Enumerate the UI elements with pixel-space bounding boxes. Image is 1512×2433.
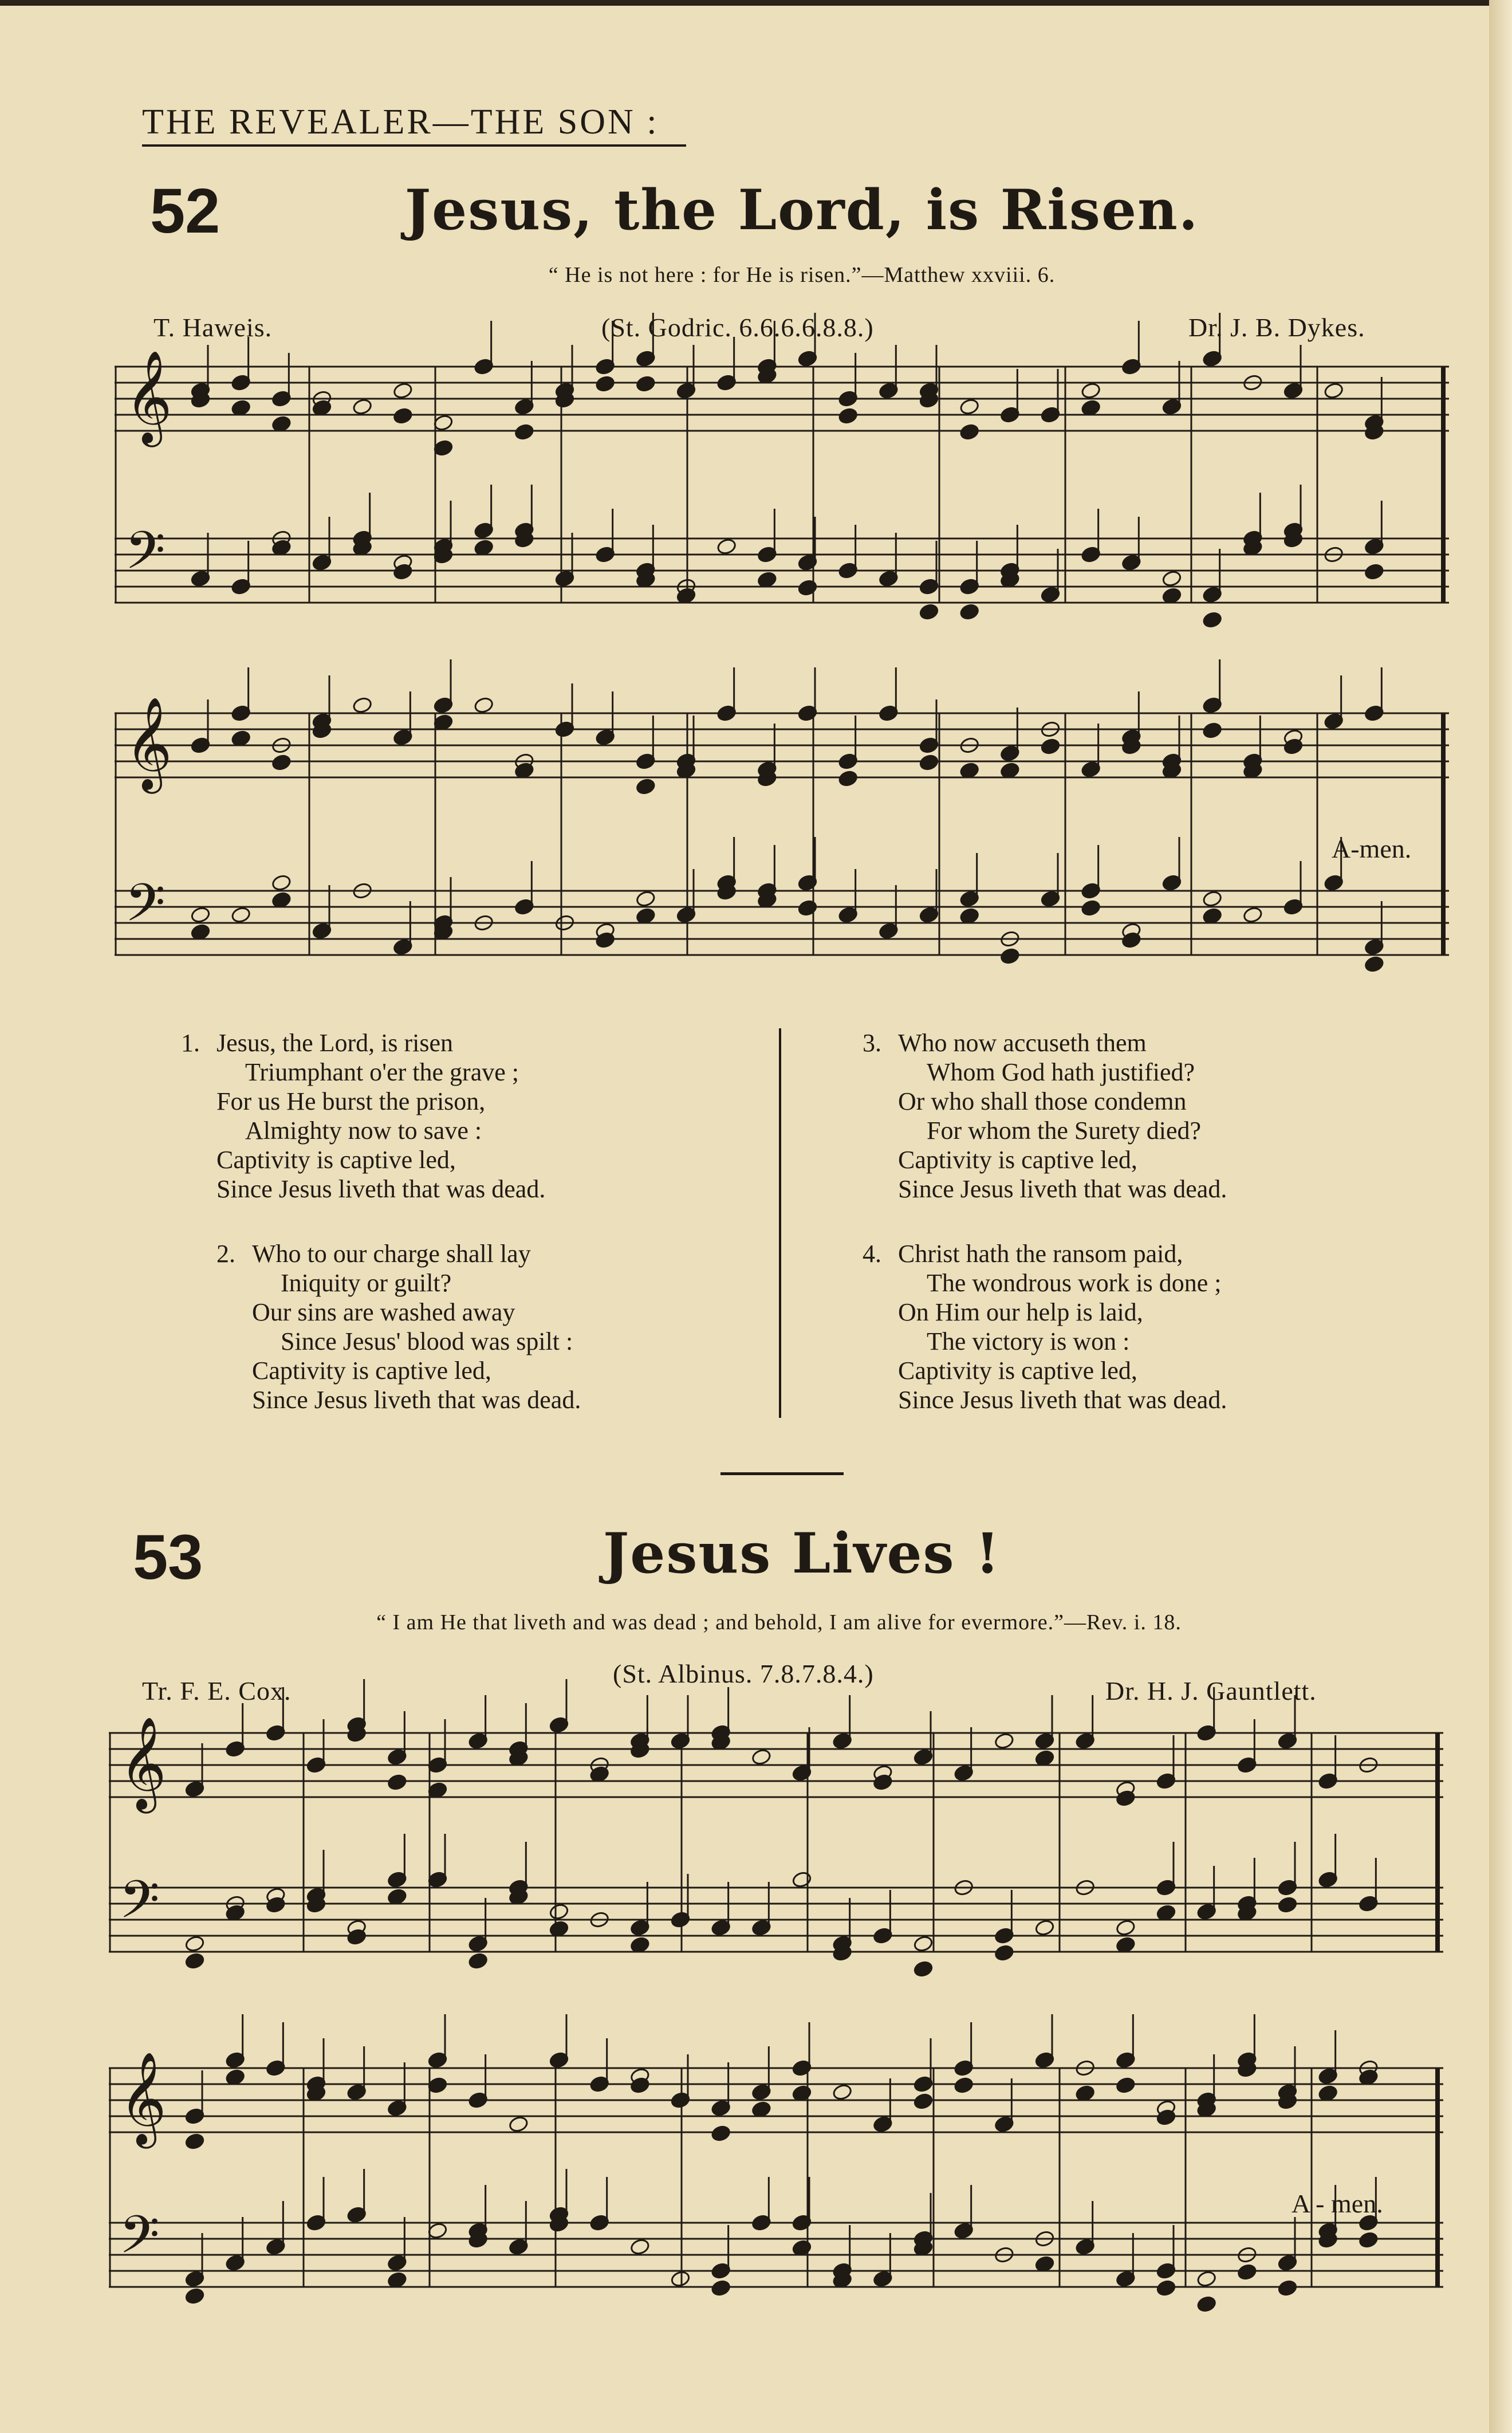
verse-line: Since Jesus' blood was spilt : bbox=[281, 1327, 573, 1355]
hymn-52-title: Jesus, the Lord, is Risen. bbox=[404, 178, 1199, 242]
verse-number: 2. bbox=[216, 1240, 235, 1268]
svg-text:𝄢: 𝄢 bbox=[125, 520, 166, 593]
verse-line: Who now accuseth them bbox=[898, 1029, 1147, 1057]
verse-line: Captivity is captive led, bbox=[898, 1357, 1137, 1385]
svg-text:𝄞: 𝄞 bbox=[119, 1716, 167, 1810]
verse-line: On Him our help is laid, bbox=[898, 1298, 1143, 1326]
hymn-52-epigraph: “ He is not here : for He is risen.”—Matthew xxviii. 6. bbox=[548, 263, 1056, 287]
hymn-52-author: T. Haweis. bbox=[153, 313, 273, 342]
verse-column-divider bbox=[779, 1028, 781, 1418]
hymn-52-amen: A-men. bbox=[1332, 834, 1412, 863]
hymn-52-verse-4 bbox=[863, 1239, 1227, 1414]
hymn-53-system-2 bbox=[109, 2051, 1449, 2337]
hymn-53-composer: Dr. H. J. Gauntlett. bbox=[1105, 1676, 1317, 1705]
hymn-53-tune: (St. Albinus. 7.8.7.8.4.) bbox=[613, 1659, 874, 1688]
hymn-53-amen: A - men. bbox=[1292, 2189, 1383, 2218]
running-head: THE REVEALER—THE SON : bbox=[142, 103, 659, 142]
verse-line: Captivity is captive led, bbox=[252, 1357, 491, 1385]
svg-text:𝄞: 𝄞 bbox=[119, 2051, 167, 2145]
hymn-53-title: Jesus Lives ! bbox=[603, 1521, 1001, 1586]
verse-line: Almighty now to save : bbox=[245, 1117, 482, 1145]
svg-text:𝄢: 𝄢 bbox=[119, 2204, 160, 2278]
verse-line: Our sins are washed away bbox=[252, 1298, 515, 1326]
hymn-52-tune: (St. Godric. 6.6.6.6.8.8.) bbox=[601, 313, 874, 342]
verse-line: Jesus, the Lord, is risen bbox=[216, 1029, 454, 1057]
svg-text:𝄢: 𝄢 bbox=[119, 1869, 160, 1943]
svg-text:𝄢: 𝄢 bbox=[125, 872, 166, 946]
verse-line: Since Jesus liveth that was dead. bbox=[898, 1175, 1227, 1203]
treble-staff bbox=[109, 2014, 1443, 2150]
page-right-edge bbox=[1489, 0, 1512, 2433]
verse-number: 4. bbox=[863, 1240, 881, 1268]
verse-line: Or who shall those condemn bbox=[898, 1087, 1187, 1115]
hymn-52-verse-1 bbox=[181, 1028, 546, 1204]
hymn-52-composer: Dr. J. B. Dykes. bbox=[1188, 313, 1365, 342]
verse-number: 1. bbox=[181, 1029, 200, 1057]
verse-line: For us He burst the prison, bbox=[216, 1087, 486, 1115]
verse-line: Captivity is captive led, bbox=[216, 1146, 456, 1174]
hymn-53-author: Tr. F. E. Cox. bbox=[142, 1676, 292, 1705]
hymn-52-verse-2 bbox=[216, 1239, 581, 1414]
hymn-separator-rule bbox=[720, 1472, 844, 1475]
verse-line: The wondrous work is done ; bbox=[927, 1269, 1222, 1297]
hymn-53-number: 53 bbox=[133, 1522, 203, 1593]
verse-line: Whom God hath justified? bbox=[927, 1058, 1195, 1086]
treble-staff bbox=[115, 659, 1449, 795]
verse-line: The victory is won : bbox=[927, 1327, 1130, 1355]
verse-number: 3. bbox=[863, 1029, 881, 1057]
verse-line: Who to our charge shall lay bbox=[252, 1240, 531, 1268]
verse-line: For whom the Surety died? bbox=[927, 1117, 1202, 1145]
verse-line: Since Jesus liveth that was dead. bbox=[216, 1175, 546, 1203]
verse-line: Christ hath the ransom paid, bbox=[898, 1240, 1183, 1268]
svg-text:𝄞: 𝄞 bbox=[125, 697, 172, 790]
bass-staff bbox=[115, 837, 1449, 973]
bass-staff bbox=[109, 2169, 1443, 2313]
page-top-edge bbox=[0, 0, 1512, 6]
verse-line: Since Jesus liveth that was dead. bbox=[252, 1386, 581, 1414]
verse-line: Captivity is captive led, bbox=[898, 1146, 1137, 1174]
running-head-rule bbox=[142, 144, 686, 147]
verse-line: Iniquity or guilt? bbox=[281, 1269, 452, 1297]
bass-staff bbox=[109, 1834, 1443, 1978]
bass-staff bbox=[115, 485, 1449, 628]
hymn-53-epigraph: “ I am He that liveth and was dead ; and behold, I am alive for evermore.”—Rev. i. 18. bbox=[376, 1610, 1182, 1634]
hymn-52-system-2 bbox=[115, 699, 1455, 997]
verse-line: Triumphant o'er the grave ; bbox=[245, 1058, 519, 1086]
hymn-53-system-1 bbox=[109, 1713, 1449, 1999]
hymn-52-number: 52 bbox=[150, 176, 220, 246]
hymn-52-system-1 bbox=[115, 344, 1455, 642]
hymn-52-verse-3 bbox=[863, 1028, 1227, 1204]
svg-text:𝄞: 𝄞 bbox=[125, 350, 172, 443]
verse-line: Since Jesus liveth that was dead. bbox=[898, 1386, 1227, 1414]
